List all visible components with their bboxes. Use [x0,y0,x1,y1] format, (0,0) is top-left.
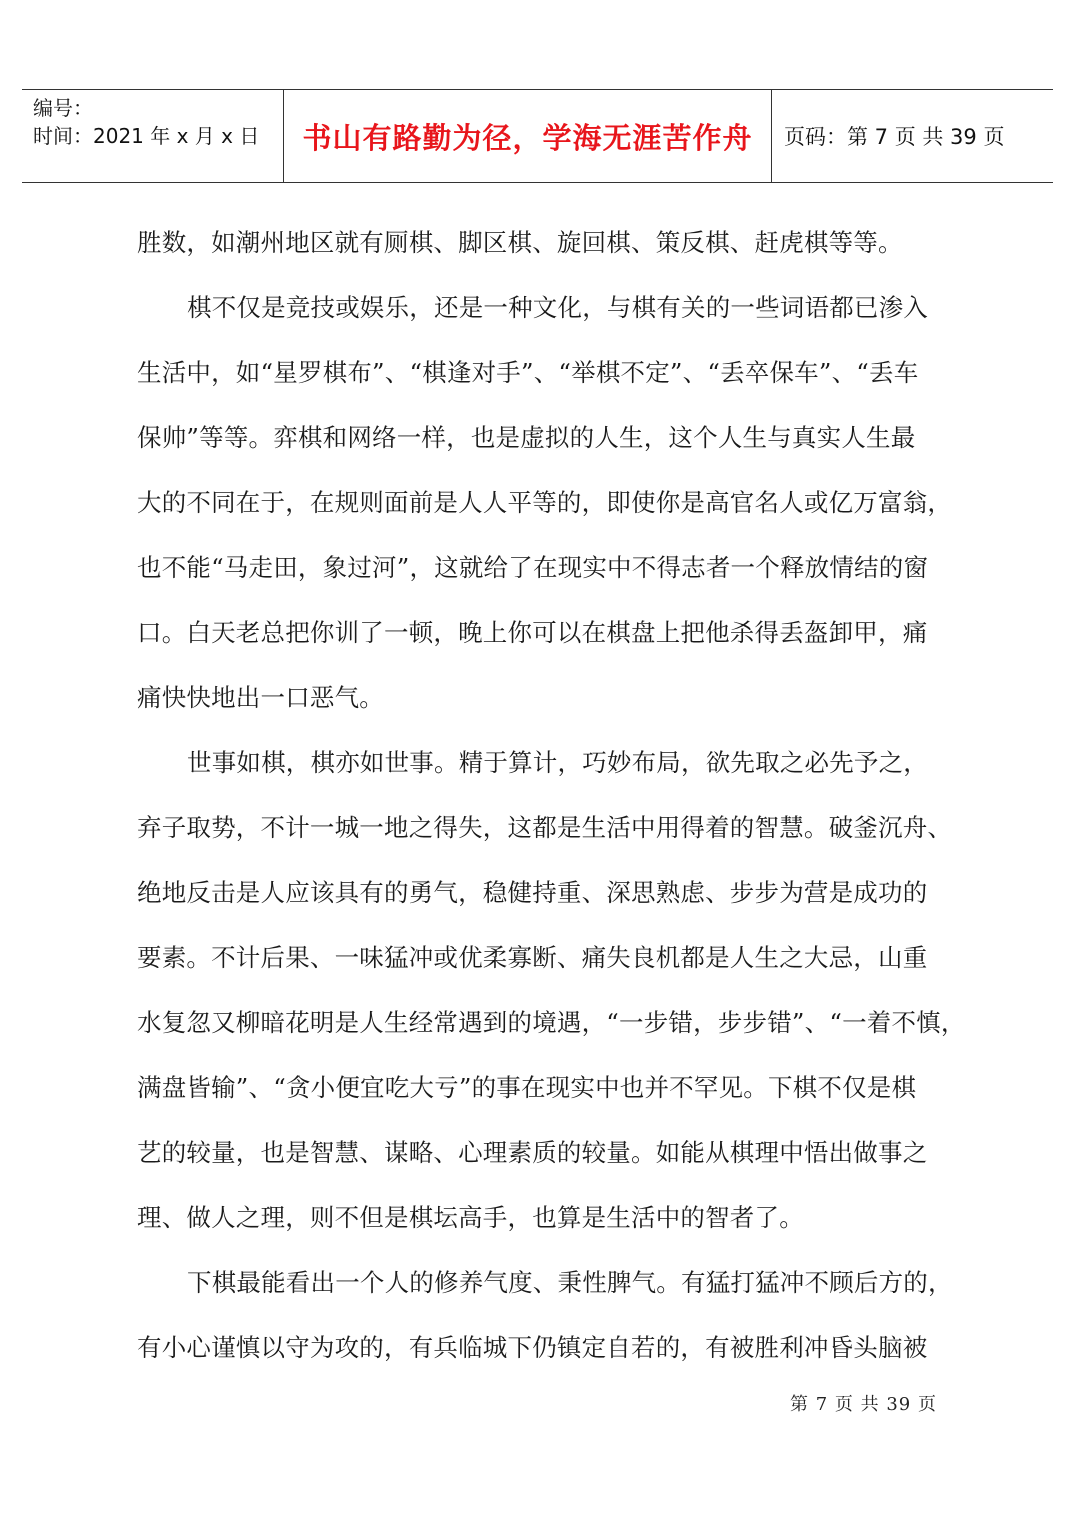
text-line: 要素。不计后果、一味猛冲或优柔寡断、痛失良机都是人生之大忌，山重 [137,943,928,972]
text-line: 水复忽又柳暗花明是人生经常遇到的境遇，“一步错，步步错”、“一着不慎， [137,1008,966,1037]
document-body [137,210,966,1380]
header-page-info: 页码：第 7 页 共 39 页 [784,125,1005,149]
text-line: 艺的较量，也是智慧、谋略、心理素质的较量。如能从棋理中悟出做事之 [137,1138,928,1167]
header-motto: 书山有路勤为径，学海无涯苦作舟 [284,90,772,182]
text-line: 满盘皆输”、“贪小便宜吃大亏”的事在现实中也并不罕见。下棋不仅是棋 [137,1073,917,1102]
text-line: 也不能“马走田，象过河”，这就给了在现实中不得志者一个释放情结的窗 [137,553,929,582]
text-line: 有小心谨慎以守为攻的，有兵临城下仍镇定自若的，有被胜利冲昏头脑被 [137,1333,928,1362]
text-line: 绝地反击是人应该具有的勇气，稳健持重、深思熟虑、步步为营是成功的 [137,878,928,907]
serial-label: 编号： [33,96,93,120]
header-meta [22,90,284,182]
text-line: 口。白天老总把你训了一顿，晚上你可以在棋盘上把他杀得丢盔卸甲，痛 [137,618,928,647]
time-label: 时间：2021 年 x 月 x 日 [33,124,260,148]
text-line: 胜数，如潮州地区就有厕棋、脚区棋、旋回棋、策反棋、赶虎棋等等。 [137,228,903,257]
page-footer: 第 7 页 共 39 页 [790,1394,937,1415]
text-line: 痛快快地出一口恶气。 [137,683,384,712]
page-header [22,89,1053,183]
text-line: 大的不同在于，在规则面前是人人平等的，即使你是高官名人或亿万富翁， [137,488,953,517]
text-line: 弃子取势，不计一城一地之得失，这都是生活中用得着的智慧。破釜沉舟、 [137,813,953,842]
text-line: 生活中，如“星罗棋布”、“棋逢对手”、“举棋不定”、“丢卒保车”、“丢车 [137,358,919,387]
text-line: 棋不仅是竞技或娱乐，还是一种文化，与棋有关的一些词语都已渗入 [187,293,928,322]
text-line: 保帅”等等。弈棋和网络一样，也是虚拟的人生，这个人生与真实人生最 [137,423,916,452]
text-line: 下棋最能看出一个人的修养气度、秉性脾气。有猛打猛冲不顾后方的， [187,1268,953,1297]
text-line: 理、做人之理，则不但是棋坛高手，也算是生活中的智者了。 [137,1203,804,1232]
text-line: 世事如棋，棋亦如世事。精于算计，巧妙布局，欲先取之必先予之， [187,748,928,777]
